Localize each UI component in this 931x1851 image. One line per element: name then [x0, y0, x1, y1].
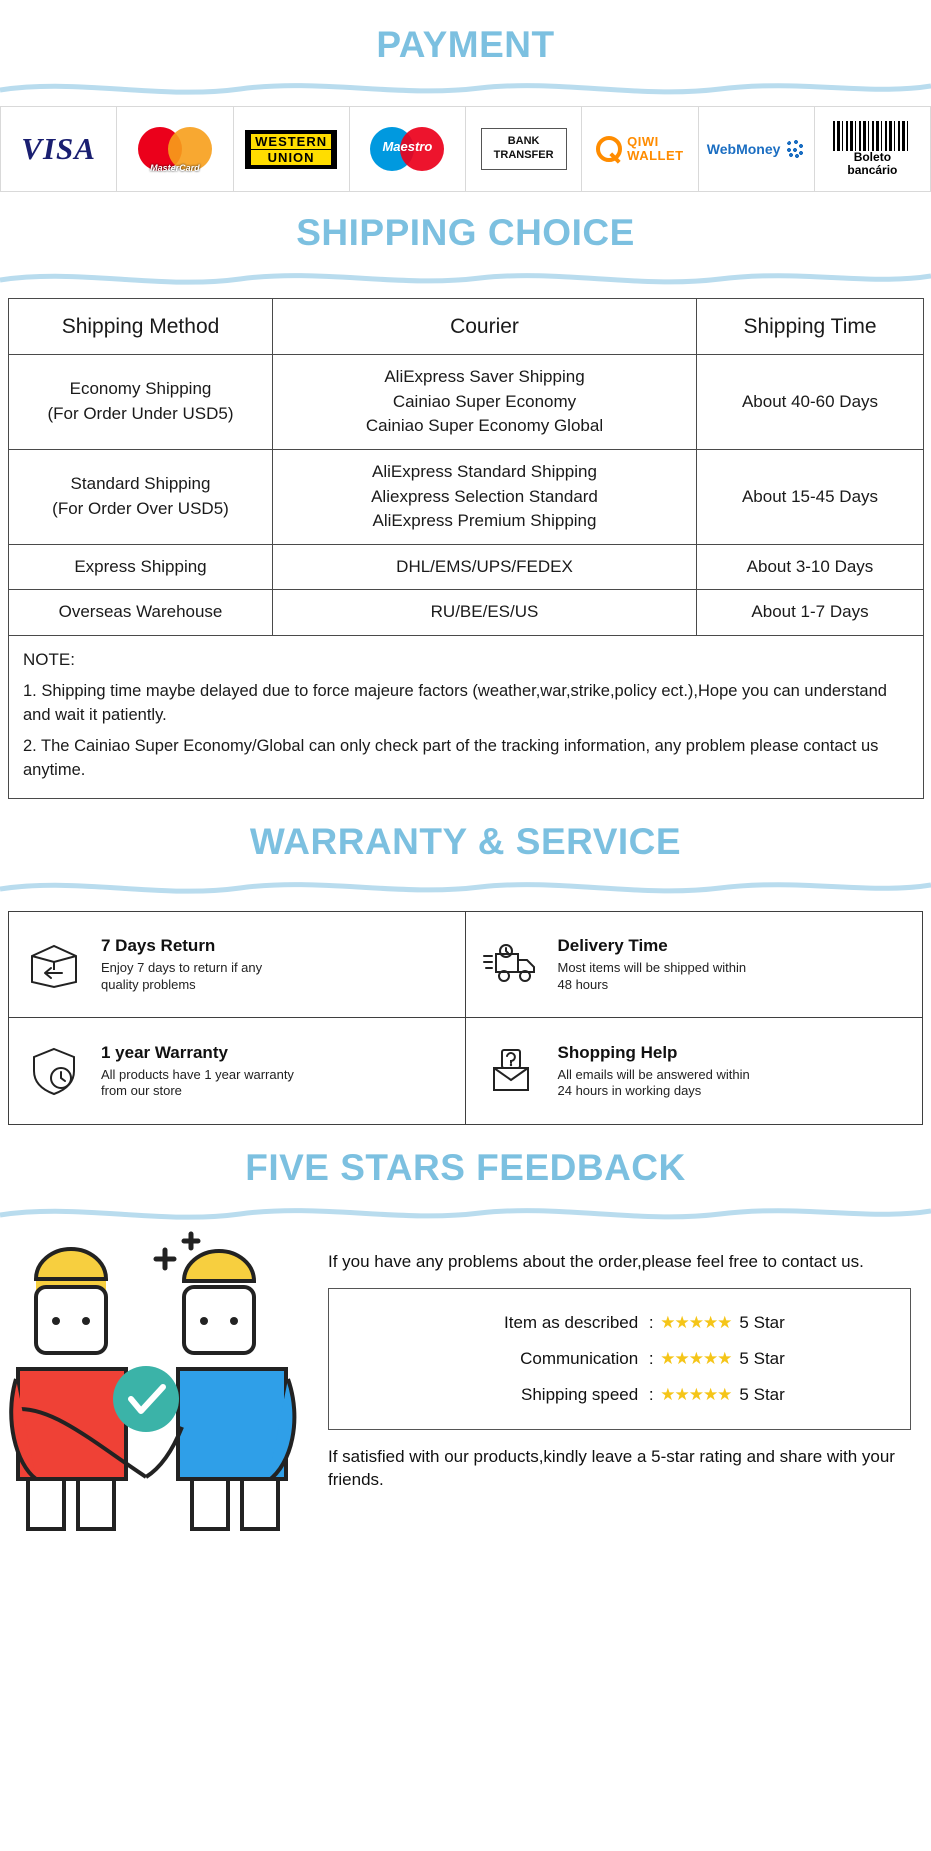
webmoney-label: WebMoney: [706, 141, 781, 157]
rating-row: [339, 1341, 900, 1377]
table-row: [9, 544, 924, 590]
webmoney-icon: [707, 139, 806, 159]
cell-courier: [273, 449, 697, 544]
handshake-illustration: [0, 1229, 320, 1544]
header-shipping-time: Shipping Time: [697, 299, 924, 355]
warranty-desc-2: quality problems: [101, 976, 196, 992]
cell-method: Express Shipping: [9, 544, 273, 590]
table-header-row: [9, 299, 924, 355]
rating-value: 5 Star: [739, 1313, 785, 1333]
rating-row: [339, 1305, 900, 1341]
warranty-title: Shopping Help: [557, 1042, 678, 1062]
visa-icon: VISA: [21, 131, 96, 166]
delivery-truck-icon: [480, 937, 542, 993]
rating-row: [339, 1377, 900, 1413]
cell-method: Overseas Warehouse: [9, 590, 273, 636]
courier-line-1: AliExpress Standard Shipping: [372, 461, 597, 481]
feedback-block: [0, 1223, 931, 1544]
qiwi-icon: [596, 135, 683, 162]
wave-divider-3: [0, 875, 931, 897]
rating-stars: ★★★★★: [660, 1385, 732, 1405]
warranty-grid: [8, 911, 923, 1125]
shipping-note: [9, 636, 924, 799]
bank-transfer-label-top: BANK: [507, 135, 540, 148]
payment-logo-mastercard: [117, 107, 233, 191]
warranty-title: 7 Days Return: [101, 936, 216, 956]
shield-clock-icon: [23, 1043, 85, 1099]
qiwi-label-top: QIWI: [627, 134, 659, 150]
payment-logo-western-union: [234, 107, 350, 191]
rating-colon: :: [648, 1385, 654, 1405]
feedback-section-title: FIVE STARS FEEDBACK: [245, 1147, 686, 1189]
shipping-table-wrap: [0, 288, 931, 799]
warranty-desc-1: All emails will be answered within: [557, 1066, 750, 1082]
method-line-1: Economy Shipping: [69, 379, 212, 399]
warranty-section-title: WARRANTY & SERVICE: [249, 821, 682, 863]
mastercard-icon: [138, 127, 212, 171]
bank-transfer-label-bottom: TRANSFER: [493, 149, 554, 161]
mastercard-label: MasterCard: [150, 163, 200, 173]
cell-time: About 15-45 Days: [697, 449, 924, 544]
courier-line-3: Cainiao Super Economy Global: [365, 416, 604, 436]
qiwi-label-bottom: WALLET: [627, 148, 684, 163]
payment-logo-maestro: [350, 107, 466, 191]
cell-method: [9, 355, 273, 450]
payment-logos-row: [0, 106, 931, 192]
western-union-label-top: WESTERN: [251, 134, 331, 149]
warranty-desc-2: 24 hours in working days: [557, 1083, 702, 1099]
rating-label: Communication: [520, 1349, 639, 1369]
wave-divider-1: [0, 76, 931, 98]
warranty-desc-2: from our store: [101, 1083, 182, 1099]
feedback-footer: If satisfied with our products,kindly leave a 5-star rating and share with your friends.: [328, 1447, 895, 1490]
warranty-text: [101, 936, 262, 994]
warranty-item-7-days-return: [9, 912, 466, 1018]
warranty-item-shopping-help: [466, 1018, 923, 1124]
rating-value: 5 Star: [739, 1385, 785, 1405]
rating-value: 5 Star: [739, 1349, 785, 1369]
method-line-1: Standard Shipping: [70, 474, 211, 494]
question-envelope-icon: [480, 1043, 542, 1099]
shipping-table: [8, 298, 924, 799]
cell-method: [9, 449, 273, 544]
courier-line-3: AliExpress Premium Shipping: [372, 511, 597, 531]
table-note-row: [9, 636, 924, 799]
wave-divider-4: [0, 1201, 931, 1223]
rating-stars: ★★★★★: [660, 1349, 732, 1369]
warranty-wrap: [0, 897, 931, 1125]
cell-time: About 1-7 Days: [697, 590, 924, 636]
header-shipping-method: Shipping Method: [9, 299, 273, 355]
feedback-lead: If you have any problems about the order,please feel free to contact us.: [328, 1252, 864, 1272]
courier-line-1: AliExpress Saver Shipping: [384, 367, 585, 386]
warranty-text: [558, 936, 747, 994]
rating-stars: ★★★★★: [660, 1313, 732, 1333]
note-title: NOTE:: [23, 650, 75, 670]
bank-transfer-icon: [481, 128, 567, 170]
warranty-desc-1: Most items will be shipped within: [557, 960, 747, 976]
western-union-label-bottom: UNION: [251, 150, 331, 165]
warranty-desc-2: 48 hours: [557, 976, 609, 992]
box-return-icon: [23, 937, 85, 993]
warranty-desc-1: All products have 1 year warranty: [101, 1066, 294, 1082]
western-union-icon: [245, 130, 337, 169]
payment-logo-visa: [0, 107, 117, 191]
warranty-title: Delivery Time: [557, 936, 668, 956]
shipping-section-title: SHIPPING CHOICE: [296, 212, 635, 253]
cell-courier: RU/BE/ES/US: [273, 590, 697, 636]
rating-colon: :: [648, 1313, 654, 1333]
maestro-icon: [370, 127, 444, 171]
payment-section-title: PAYMENT: [376, 24, 555, 65]
boleto-label-bottom: bancário: [847, 163, 898, 177]
table-row: [9, 449, 924, 544]
cell-time: About 40-60 Days: [697, 355, 924, 450]
payment-logo-boleto: [815, 107, 931, 191]
wave-divider-2: [0, 266, 931, 288]
method-line-2: (For Order Under USD5): [47, 403, 234, 423]
rating-label: Item as described: [504, 1313, 639, 1333]
header-courier: Courier: [273, 299, 697, 355]
note-paragraph-2: 2. The Cainiao Super Economy/Global can only check part of the tracking information, any problem please contact us anytime.: [23, 736, 879, 779]
cell-time: About 3-10 Days: [697, 544, 924, 590]
warranty-item-delivery-time: [466, 912, 923, 1018]
payment-logo-webmoney: [699, 107, 815, 191]
rating-colon: :: [648, 1349, 654, 1369]
warranty-title: 1 year Warranty: [101, 1042, 228, 1062]
warranty-desc-1: Enjoy 7 days to return if any: [101, 960, 263, 976]
note-paragraph-1: 1. Shipping time maybe delayed due to force majeure factors (weather,war,strike,policy ect.),Hope you can understand and wait it patiently.: [23, 681, 887, 724]
cell-courier: [273, 355, 697, 450]
courier-line-2: Cainiao Super Economy: [392, 391, 577, 411]
maestro-label: Maestro: [382, 139, 433, 154]
payment-logo-bank-transfer: [466, 107, 582, 191]
method-line-2: (For Order Over USD5): [52, 498, 229, 518]
table-row: [9, 590, 924, 636]
payment-logo-qiwi: [582, 107, 698, 191]
warranty-text: [558, 1043, 750, 1101]
courier-line-2: Aliexpress Selection Standard: [371, 486, 598, 506]
warranty-item-1-year-warranty: [9, 1018, 466, 1124]
boleto-bancario-icon: [833, 121, 911, 176]
feedback-ratings-box: [328, 1288, 911, 1430]
table-row: [9, 355, 924, 450]
cell-courier: DHL/EMS/UPS/FEDEX: [273, 544, 697, 590]
warranty-text: [101, 1043, 294, 1101]
boleto-label-top: Boleto: [853, 150, 892, 165]
rating-label: Shipping speed: [521, 1385, 639, 1405]
feedback-text-col: [320, 1229, 931, 1492]
